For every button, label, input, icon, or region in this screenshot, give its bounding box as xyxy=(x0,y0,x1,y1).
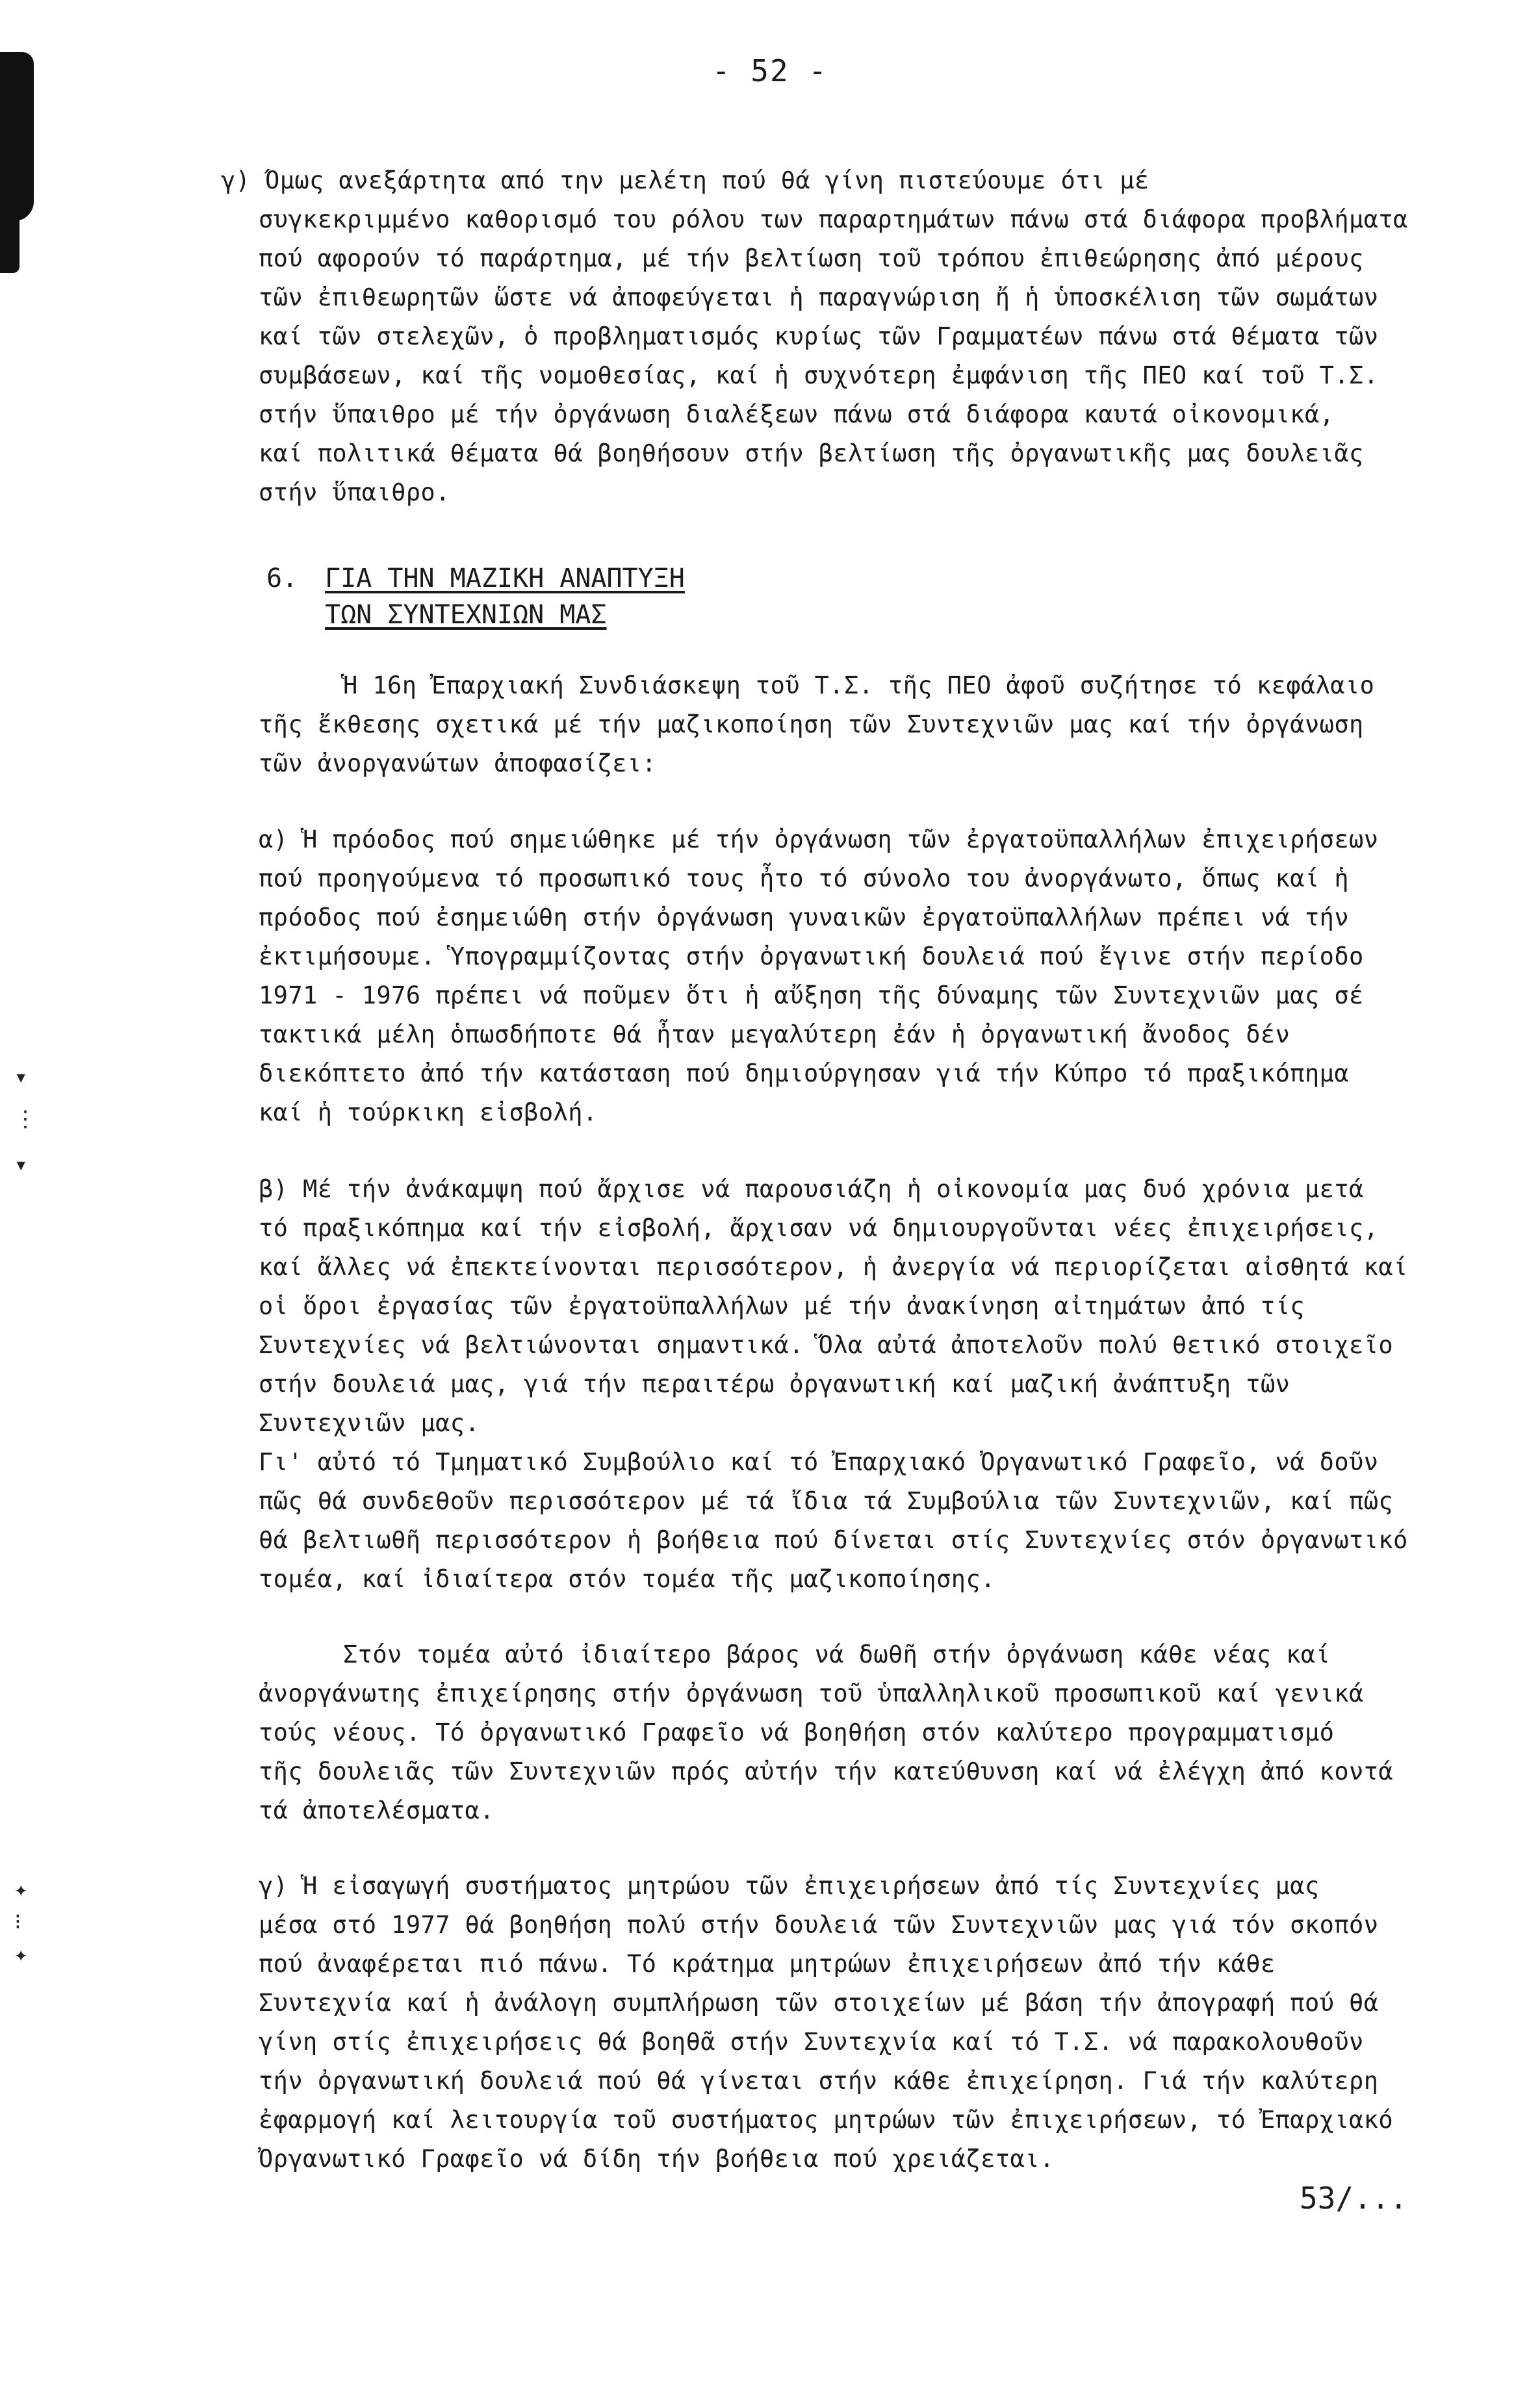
text-line: τομέα, καί ἰδιαίτερα στόν τομέα τῆς μαζικοποίησης. xyxy=(259,1565,995,1593)
text-line: γ) Όμως ανεξάρτητα από την μελέτη πού θά γίνη πιστεύουμε ότι μέ xyxy=(221,166,1149,194)
text-line: καί ἄλλες νά ἐπεκτείνονται περισσότερον, ἡ ἀνεργία νά περιορίζεται αἰσθητά καί xyxy=(259,1253,1408,1281)
section-heading xyxy=(266,560,685,633)
text-line: Συντεχνία καί ἡ ἀνάλογη συμπλήρωση τῶν στοιχείων μέ βάση τήν ἀπογραφή πού θά xyxy=(259,1989,1379,2017)
text-line: πῶς θά συνδεθοῦν περισσότερον μέ τά ἴδια τά Συμβούλια τῶν Συντεχνιῶν, καί πῶς xyxy=(259,1487,1394,1515)
text-line: ἐκτιμήσουμε. Ὑπογραμμίζοντας στήν ὀργανωτική δουλειά πού ἔγινε στήν περίοδο xyxy=(259,942,1364,970)
intro-paragraph xyxy=(259,666,1532,783)
text-line: Στόν τομέα αὐτό ἰδιαίτερο βάρος νά δωθῆ στήν ὀργάνωση κάθε νέας καί xyxy=(343,1640,1331,1668)
text-line: πού προηγούμενα τό προσωπικό τους ἦτο τό σύνολο του ἀνοργάνωτο, ὅπως καί ἡ xyxy=(259,864,1350,892)
text-line: διεκόπτετο ἀπό τήν κατάσταση πού δημιούργησαν γιά τήν Κύπρο τό πραξικόπημα xyxy=(259,1059,1350,1087)
margin-mark-icon: ▾ xyxy=(14,1064,28,1090)
text-line: πού αφορούν τό παράρτημα, μέ τήν βελτίωση τοῦ τρόπου ἐπιθεώρησης ἀπό μέρους xyxy=(259,244,1364,272)
continuation-page-ref: 53/... xyxy=(1300,2181,1408,2216)
text-line: ἀνοργάνωτης ἐπιχείρησης στήν ὀργάνωση τοῦ ὑπαλληλικοῦ προσωπικοῦ καί γενικά xyxy=(259,1679,1364,1707)
text-line: πού ἀναφέρεται πιό πάνω. Τό κράτημα μητρώων ἐπιχειρήσεων ἀπό τήν κάθε xyxy=(259,1950,1276,1978)
text-line: καί τῶν στελεχῶν, ὁ προβληματισμός κυρίως τῶν Γραμματέων πάνω στά θέματα τῶν xyxy=(259,322,1379,350)
text-line: τῶν ἐπιθεωρητῶν ὥστε νά ἀποφεύγεται ἡ παραγνώριση ἤ ἡ ὑποσκέλιση τῶν σωμάτων xyxy=(259,283,1379,311)
margin-mark-icon: ✦ xyxy=(14,1941,28,1967)
text-line: στήν δουλειά μας, γιά τήν περαιτέρω ὀργανωτική καί μαζική ἀνάπτυξη τῶν xyxy=(259,1370,1290,1398)
section-number: 6. xyxy=(266,564,298,593)
margin-mark-icon: ✦ xyxy=(14,1876,28,1902)
text-line: στήν ὕπαιθρο. xyxy=(259,478,450,506)
page-number: - 52 - xyxy=(712,53,828,88)
text-line: συμβάσεων, καί τῆς νομοθεσίας, καί ἡ συχνότερη ἐμφάνιση τῆς ΠΕΟ καί τοῦ Τ.Σ. xyxy=(259,361,1379,389)
paragraph-alpha xyxy=(259,820,1532,1132)
text-line: συγκεκριμμένο καθορισμό του ρόλου των παραρτημάτων πάνω στά διάφορα προβλήματα xyxy=(259,205,1408,233)
text-line: β) Μέ τήν ἀνάκαμψη πού ἄρχισε νά παρουσιάζη ἡ οἰκονομία μας δυό χρόνια μετά xyxy=(259,1175,1364,1203)
text-line: Γι' αὐτό τό Τμηματικό Συμβούλιο καί τό Ἐπαρχιακό Ὀργανωτικό Γραφεῖο, νά δοῦν xyxy=(259,1448,1379,1476)
margin-mark-icon: ⁝ xyxy=(14,1909,21,1935)
text-line: τό πραξικόπημα καί τήν εἰσβολή, ἄρχισαν νά δημιουργοῦνται νέες ἐπιχειρήσεις, xyxy=(259,1214,1379,1242)
section-title-line2: ΤΩΝ ΣΥΝΤΕΧΝΙΩΝ ΜΑΣ xyxy=(325,600,607,630)
text-line: α) Ἡ πρόοδος πού σημειώθηκε μέ τήν ὀργάνωση τῶν ἐργατοϋπαλλήλων ἐπιχειρήσεων xyxy=(259,825,1379,853)
text-line: στήν ὕπαιθρο μέ τήν ὀργάνωση διαλέξεων πάνω στά διάφορα καυτά οἰκονομικά, xyxy=(259,400,1335,428)
text-line: Ἡ 16η Ἐπαρχιακή Συνδιάσκεψη τοῦ Τ.Σ. τῆς ΠΕΟ ἀφοῦ συζήτησε τό κεφάλαιο xyxy=(343,671,1375,699)
text-line: ἐφαρμογή καί λειτουργία τοῦ συστήματος μητρώων τῶν ἐπιχειρήσεων, τό Ἐπαρχιακό xyxy=(259,2106,1394,2134)
text-line: 1971 - 1976 πρέπει νά ποῦμεν ὅτι ἡ αὔξηση τῆς δύναμης τῶν Συντεχνιῶν μας σέ xyxy=(259,981,1364,1009)
text-line: τά ἀποτελέσματα. xyxy=(259,1796,494,1824)
text-line: Συντεχνιῶν μας. xyxy=(259,1409,480,1437)
text-line: τῆς ἔκθεσης σχετικά μέ τήν μαζικοποίηση τῶν Συντεχνιῶν μας καί τήν ὀργάνωση xyxy=(259,710,1364,738)
margin-mark-icon: ▾ xyxy=(14,1152,28,1178)
text-line: Συντεχνίες νά βελτιώνονται σημαντικά. Ὅλα αὐτά ἀποτελοῦν πολύ θετικό στοιχεῖο xyxy=(259,1331,1394,1359)
paragraph-gamma-top xyxy=(221,161,1495,512)
scan-edge-artifact xyxy=(0,214,19,273)
paragraph-beta xyxy=(259,1170,1532,1599)
text-line: τῶν ἀνοργανώτων ἀποφασίζει: xyxy=(259,749,657,777)
margin-mark-icon: ⋮ xyxy=(14,1106,36,1132)
text-line: Ὀργανωτικό Γραφεῖο νά δίδη τήν βοήθεια πού χρειάζεται. xyxy=(259,2145,1055,2173)
text-line: καί πολιτικά θέματα θά βοηθήσουν στήν βελτίωση τῆς ὀργανωτικῆς μας δουλειᾶς xyxy=(259,439,1364,467)
text-line: τούς νέους. Τό ὀργανωτικό Γραφεῖο νά βοηθήση στόν καλύτερο προγραμματισμό xyxy=(259,1718,1335,1746)
text-line: τακτικά μέλη ὁπωσδήποτε θά ἦταν μεγαλύτερη ἐάν ἡ ὀργανωτική ἄνοδος δέν xyxy=(259,1020,1290,1048)
text-line: γ) Ἡ εἰσαγωγή συστήματος μητρώου τῶν ἐπιχειρήσεων ἀπό τίς Συντεχνίες μας xyxy=(259,1872,1320,1900)
section-title-line1: ΓΙΑ ΤΗΝ ΜΑΖΙΚΗ ΑΝΑΠΤΥΞΗ xyxy=(325,564,685,593)
paragraph-sector xyxy=(259,1635,1532,1830)
text-line: πρόοδος πού ἐσημειώθη στήν ὀργάνωση γυναικῶν ἐργατοϋπαλλήλων πρέπει νά τήν xyxy=(259,903,1350,931)
text-line: γίνη στίς ἐπιχειρήσεις θά βοηθᾶ στήν Συντεχνία καί τό Τ.Σ. νά παρακολουθοῦν xyxy=(259,2028,1364,2056)
text-line: μέσα στό 1977 θά βοηθήση πολύ στήν δουλειά τῶν Συντεχνιῶν μας γιά τόν σκοπόν xyxy=(259,1911,1379,1939)
text-line: θά βελτιωθῆ περισσότερον ἡ βοήθεια πού δίνεται στίς Συντεχνίες στόν ὀργανωτικό xyxy=(259,1526,1408,1554)
paragraph-gamma-bottom xyxy=(259,1867,1532,2179)
text-line: τῆς δουλειᾶς τῶν Συντεχνιῶν πρός αὐτήν τήν κατεύθυνση καί νά ἐλέγχη ἀπό κοντά xyxy=(259,1757,1394,1785)
text-line: καί ἡ τούρκικη εἰσβολή. xyxy=(259,1098,598,1126)
text-line: τήν ὀργανωτική δουλειά πού θά γίνεται στήν κάθε ἐπιχείρηση. Γιά τήν καλύτερη xyxy=(259,2067,1379,2095)
text-line: οἱ ὅροι ἐργασίας τῶν ἐργατοϋπαλλήλων μέ τήν ἀνακίνηση αἰτημάτων ἀπό τίς xyxy=(259,1292,1305,1320)
